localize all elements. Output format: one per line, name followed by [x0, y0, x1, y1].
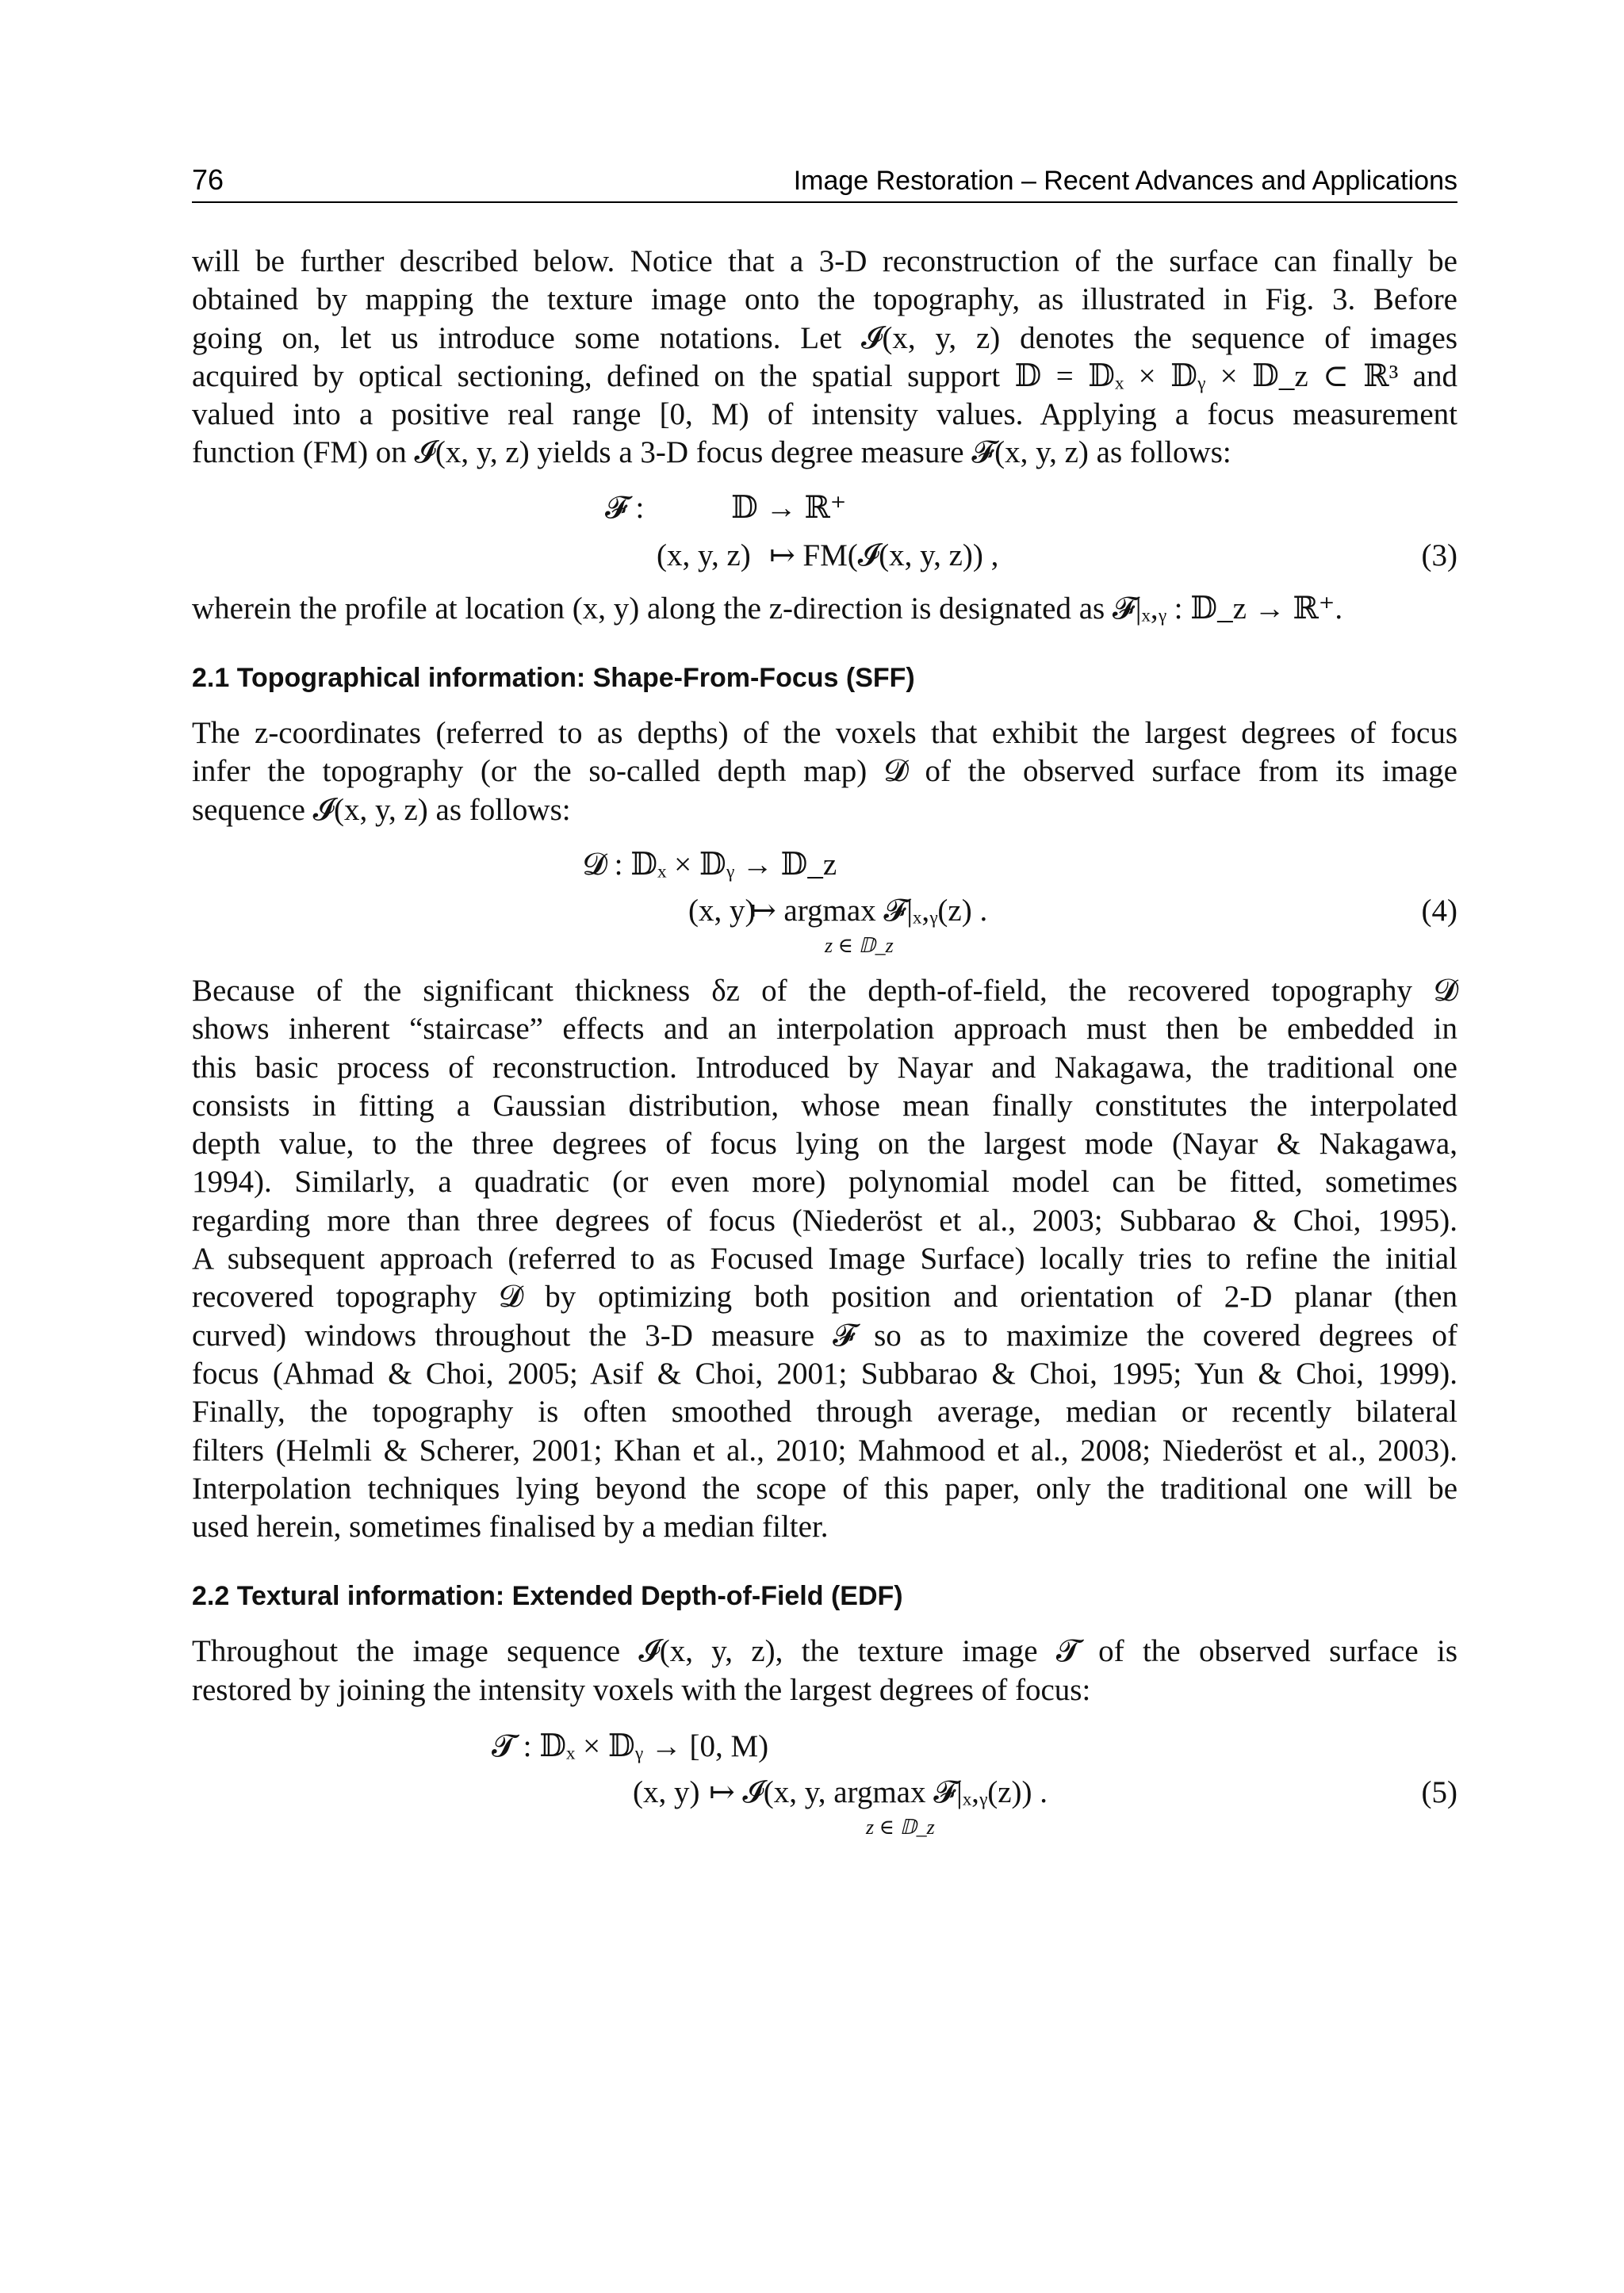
- text-line: acquired by optical sectioning, defined on the spatial support 𝔻 = 𝔻ₓ × 𝔻ᵧ × 𝔻_z ⊂ ℝ³ and: [192, 358, 1457, 393]
- text-line: restored by joining the intensity voxels with the largest degrees of focus:: [192, 1672, 1091, 1707]
- equation-4: [192, 842, 1457, 961]
- eq4-lhs-2: (x, y): [688, 893, 756, 928]
- equation-number: (5): [1421, 1775, 1457, 1810]
- text-line: Finally, the topography is often smoothed through average, median or recently bilateral: [192, 1395, 1457, 1430]
- eq5-under: z ∈ 𝔻_z: [866, 1816, 935, 1839]
- text-line: consists in fitting a Gaussian distribution, whose mean finally constitutes the interpolated: [192, 1088, 1457, 1123]
- text-line: obtained by mapping the texture image onto the topography, as illustrated in Fig. 3. Before: [192, 282, 1457, 317]
- text-line: used herein, sometimes finalised by a median filter.: [192, 1510, 829, 1545]
- text-line: 1994). Similarly, a quadratic (or even more) polynomial model can be fitted, sometimes: [192, 1165, 1457, 1200]
- text-line: wherein the profile at location (x, y) along the z-direction is designated as 𝓕|ₓ,ᵧ : 𝔻_z → ℝ⁺.: [192, 591, 1343, 626]
- equation-number: (3): [1421, 538, 1457, 572]
- eq5-lhs-2: (x, y): [633, 1775, 700, 1810]
- text-line: Throughout the image sequence 𝓘(x, y, z), the texture image 𝓣 of the observed surface is: [192, 1634, 1457, 1669]
- text-line: regarding more than three degrees of focus (Niederöst et al., 2003; Subbarao & Choi, 1995).: [192, 1203, 1457, 1238]
- text-line: recovered topography 𝓓 by optimizing both position and orientation of 2-D planar (then: [192, 1280, 1457, 1315]
- text-line: sequence 𝓘(x, y, z) as follows:: [192, 792, 571, 827]
- text-line: will be further described below. Notice that a 3-D reconstruction of the surface can finally be: [192, 244, 1457, 278]
- text-line: curved) windows throughout the 3-D measure 𝓕 so as to maximize the covered degrees of: [192, 1318, 1457, 1353]
- section-title: 2.2 Textural information: Extended Depth-of-Field (EDF): [192, 1581, 903, 1612]
- text-line: Interpolation techniques lying beyond the scope of this paper, only the traditional one will be: [192, 1471, 1457, 1506]
- eq5-line-1: 𝓣 : 𝔻ₓ × 𝔻ᵧ → [0, M): [492, 1729, 769, 1764]
- text-line: infer the topography (or the so-called depth map) 𝓓 of the observed surface from its image: [192, 754, 1457, 789]
- eq3-rhs-1: 𝔻 → ℝ⁺: [731, 490, 847, 525]
- section1-paragraph-2: [192, 972, 1457, 1546]
- page-header: [192, 163, 1457, 203]
- page-body: [192, 243, 1457, 1852]
- text-line: valued into a positive real range [0, M) of intensity values. Applying a focus measurement: [192, 397, 1457, 432]
- after-eq3-paragraph: [192, 590, 1457, 628]
- text-line: depth value, to the three degrees of focus lying on the largest mode (Nayar & Nakagawa,: [192, 1127, 1457, 1162]
- section-title: 2.1 Topographical information: Shape-From-Focus (SFF): [192, 663, 915, 694]
- running-title: Image Restoration – Recent Advances and Applications: [793, 166, 1457, 196]
- section2-paragraph: [192, 1633, 1457, 1709]
- text-line: going on, let us introduce some notations. Let 𝓘(x, y, z) denotes the sequence of images: [192, 320, 1457, 355]
- eq3-lhs-1: 𝓕 :: [605, 490, 645, 525]
- text-line: A subsequent approach (referred to as Focused Image Surface) locally tries to refine the initial: [192, 1242, 1457, 1277]
- text-line: filters (Helmli & Scherer, 2001; Khan et al., 2010; Mahmood et al., 2008; Niederöst et al., 2003).: [192, 1433, 1457, 1468]
- section1-paragraph: [192, 714, 1457, 829]
- intro-paragraph: [192, 243, 1457, 473]
- text-line: function (FM) on 𝓘(x, y, z) yields a 3-D focus degree measure 𝓕(x, y, z) as follows:: [192, 435, 1231, 470]
- text-line: shows inherent “staircase” effects and an interpolation approach must then be embedded in: [192, 1012, 1457, 1047]
- eq4-rhs-2: ↦ argmax 𝓕|ₓ,ᵧ(z) .: [750, 893, 988, 928]
- text-line: The z-coordinates (referred to as depths) of the voxels that exhibit the largest degrees of focus: [192, 716, 1457, 751]
- eq3-rhs-2: ↦ FM(𝓘(x, y, z)) ,: [769, 538, 999, 572]
- equation-5: [192, 1725, 1457, 1852]
- equation-3: [192, 484, 1457, 588]
- page-number: 76: [192, 163, 224, 196]
- eq4-under: z ∈ 𝔻_z: [825, 933, 894, 957]
- text-line: Because of the significant thickness δz of the depth-of-field, the recovered topography 𝓓: [192, 973, 1457, 1008]
- eq3-lhs-2: (x, y, z): [657, 538, 751, 572]
- equation-number: (4): [1421, 893, 1457, 928]
- text-line: focus (Ahmad & Choi, 2005; Asif & Choi, 2001; Subbarao & Choi, 1995; Yun & Choi, 1999).: [192, 1356, 1457, 1391]
- eq4-line-1: 𝓓 : 𝔻ₓ × 𝔻ᵧ → 𝔻_z: [583, 847, 837, 882]
- text-line: this basic process of reconstruction. Introduced by Nayar and Nakagawa, the traditional one: [192, 1050, 1457, 1085]
- eq5-rhs-2: ↦ 𝓘(x, y, argmax 𝓕|ₓ,ᵧ(z)) .: [709, 1775, 1048, 1810]
